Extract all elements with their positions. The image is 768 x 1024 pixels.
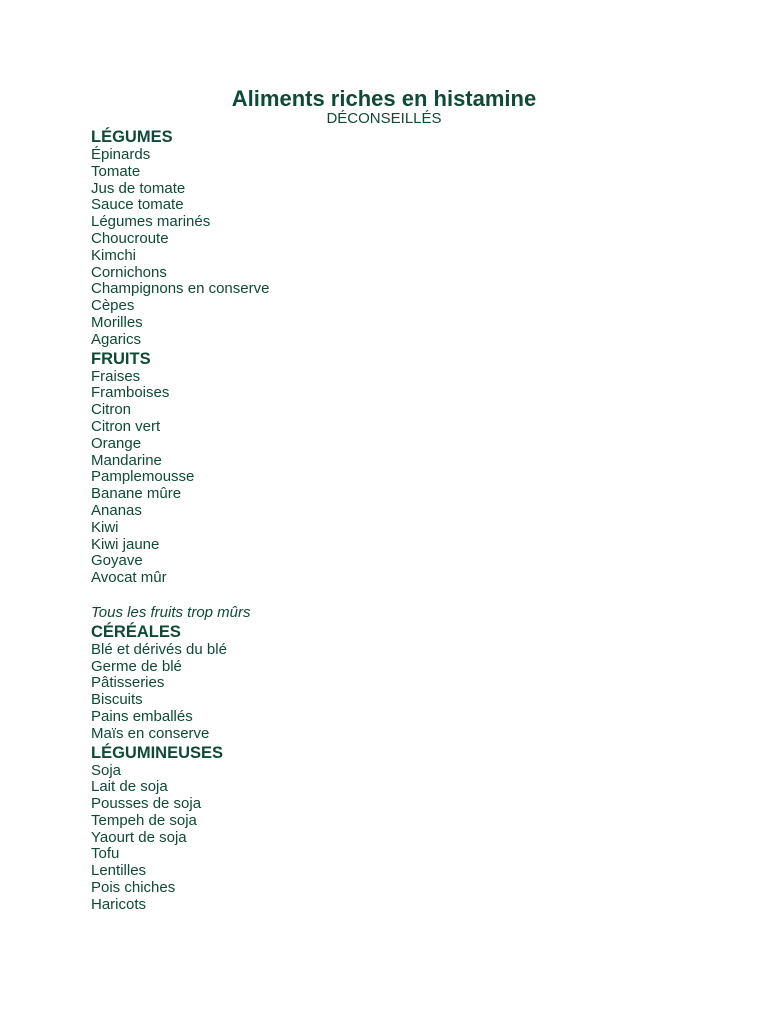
section-heading: LÉGUMINEUSES [91,743,224,762]
section-list [91,642,691,743]
page-subtitle: DÉCONSEILLÉS [326,110,442,127]
list-item: Lait de soja [91,778,168,796]
food-list [91,127,691,914]
list-item: Cèpes [91,297,135,315]
list-item: Agarics [91,330,142,348]
list-item: Ananas [91,501,142,519]
list-item: Germe de blé [91,657,182,675]
list-item: Pâtisseries [91,674,165,692]
list-item: Épinards [91,146,151,163]
section-list [91,763,691,914]
list-item: Maïs en conserve [91,724,210,742]
list-item: Pois chiches [91,879,176,897]
section-list [91,369,691,587]
section-heading: CÉRÉALES [91,622,181,641]
list-item: Fraises [91,367,141,385]
list-item: Jus de tomate [91,179,186,197]
list-item: Pains emballés [91,707,193,725]
list-item: Mandarine [91,451,162,469]
list-item: Choucroute [91,229,169,247]
list-item: Tomate [91,162,141,180]
list-item: Tofu [91,845,120,863]
list-item: Blé et dérivés du blé [91,640,227,658]
list-item: Morilles [91,313,143,331]
list-item: Banane mûre [91,485,182,503]
list-item: Champignons en conserve [91,280,270,298]
list-item: Tempeh de soja [91,811,197,829]
list-item: Framboises [91,384,170,402]
section-note: Tous les fruits trop mûrs [91,603,251,621]
list-item: Kiwi [91,518,119,536]
list-item: Haricots [91,895,147,913]
list-item: Pousses de soja [91,795,202,813]
section-list [91,147,691,349]
list-item: Kiwi jaune [91,535,160,553]
list-item: Lentilles [91,862,147,880]
list-item: Orange [91,434,142,452]
section-heading: LÉGUMES [91,128,173,146]
list-item: Soja [91,761,122,779]
list-item: Légumes marinés [91,213,211,231]
section-heading: FRUITS [91,349,151,368]
list-item: Kimchi [91,246,137,264]
list-item: Cornichons [91,263,167,281]
list-item: Citron vert [91,417,161,435]
list-item: Biscuits [91,691,143,709]
list-item: Pamplemousse [91,468,195,486]
page-title: Aliments riches en histamine [231,86,537,111]
list-item: Sauce tomate [91,196,184,214]
list-item: Goyave [91,552,143,570]
list-item: Avocat mûr [91,569,167,587]
list-item: Citron [91,401,132,419]
list-item: Yaourt de soja [91,828,187,846]
